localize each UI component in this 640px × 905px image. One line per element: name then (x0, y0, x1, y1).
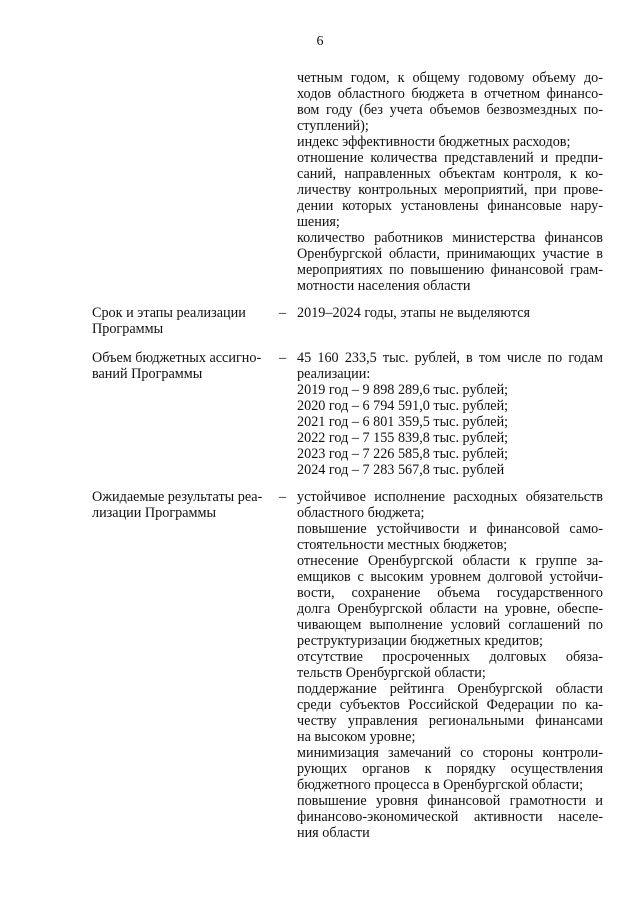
section-label: Ожидаемые результаты реа- (92, 489, 263, 505)
text-line: чивающем выполнение условий соглашений по (297, 617, 603, 633)
text-line: личеству контрольных мероприятий, при прове- (297, 182, 603, 198)
text-line: 2023 год – 7 226 585,8 тыс. рублей; (297, 446, 509, 462)
dash-separator: – (279, 489, 287, 505)
text-line: 2021 год – 6 801 359,5 тыс. рублей; (297, 414, 509, 430)
text-line: вом году (без учета объемов безвозмездных по- (297, 102, 603, 118)
text-line: поддержание рейтинга Оренбургской области (297, 681, 603, 697)
text-line: мероприятиях по повышению финансовой грам- (297, 262, 603, 278)
text-line: дении которых установлены финансовые нару- (297, 198, 603, 214)
text-line: 2019 год – 9 898 289,6 тыс. рублей; (297, 382, 509, 398)
section-label: Срок и этапы реализации (92, 305, 246, 321)
section-label: лизации Программы (92, 505, 217, 521)
section-label: Объем бюджетных ассигно- (92, 350, 262, 366)
text-line: 2020 год – 6 794 591,0 тыс. рублей; (297, 398, 509, 414)
text-line: 2024 год – 7 283 567,8 тыс. рублей (297, 462, 505, 478)
section-label: Программы (92, 321, 164, 337)
text-line: вости, сохранение объема государственного (297, 585, 603, 601)
dash-separator: – (279, 305, 287, 321)
text-line: ступлений); (297, 118, 369, 134)
text-line: повышение устойчивости и финансовой само- (297, 521, 603, 537)
text-line: ния области (297, 825, 370, 841)
text-line: финансово-экономической активности населе- (297, 809, 603, 825)
text-line: четным годом, к общему годовому объему до- (297, 70, 603, 86)
section-label: ваний Программы (92, 366, 203, 382)
text-line: Оренбургской области, принимающих участие в (297, 246, 603, 262)
text-line: долга Оренбургской области на уровне, обеспе- (297, 601, 603, 617)
text-line: рующих органов к порядку осуществления (297, 761, 603, 777)
text-line: мотности населения области (297, 278, 471, 294)
text-line: минимизация замечаний со стороны контроли- (297, 745, 603, 761)
text-line: честву управления региональными финансами (297, 713, 603, 729)
text-line: ходов областного бюджета в отчетном финансо- (297, 86, 603, 102)
text-line: количество работников министерства финансов (297, 230, 603, 246)
text-line: устойчивое исполнение расходных обязательств (297, 489, 603, 505)
text-line: тельств Оренбургской области; (297, 665, 486, 681)
text-line: повышение уровня финансовой грамотности и (297, 793, 603, 809)
text-line: областного бюджета; (297, 505, 425, 521)
text-line: емщиков с высоким уровнем долговой устойчи- (297, 569, 603, 585)
dash-separator: – (279, 350, 287, 366)
text-line: на высоком уровне; (297, 729, 416, 745)
text-line: шения; (297, 214, 340, 230)
text-line: бюджетного процесса в Оренбургской области; (297, 777, 584, 793)
text-line: отношение количества представлений и предпи- (297, 150, 603, 166)
text-line: отсутствие просроченных долговых обяза- (297, 649, 603, 665)
text-line: саний, направленных объектам контроля, к ко- (297, 166, 603, 182)
text-line: стоятельности местных бюджетов; (297, 537, 508, 553)
text-line: 45 160 233,5 тыс. рублей, в том числе по годам (297, 350, 603, 366)
text-line: реструктуризации бюджетных кредитов; (297, 633, 543, 649)
text-line: отнесение Оренбургской области к группе за- (297, 553, 603, 569)
text-line: 2022 год – 7 155 839,8 тыс. рублей; (297, 430, 509, 446)
text-line: реализации: (297, 366, 371, 382)
text-line: 2019–2024 годы, этапы не выделяются (297, 305, 531, 321)
text-line: индекс эффективности бюджетных расходов; (297, 134, 571, 150)
text-line: среди субъектов Российской Федерации по ка- (297, 697, 603, 713)
page-number: 6 (316, 34, 324, 49)
